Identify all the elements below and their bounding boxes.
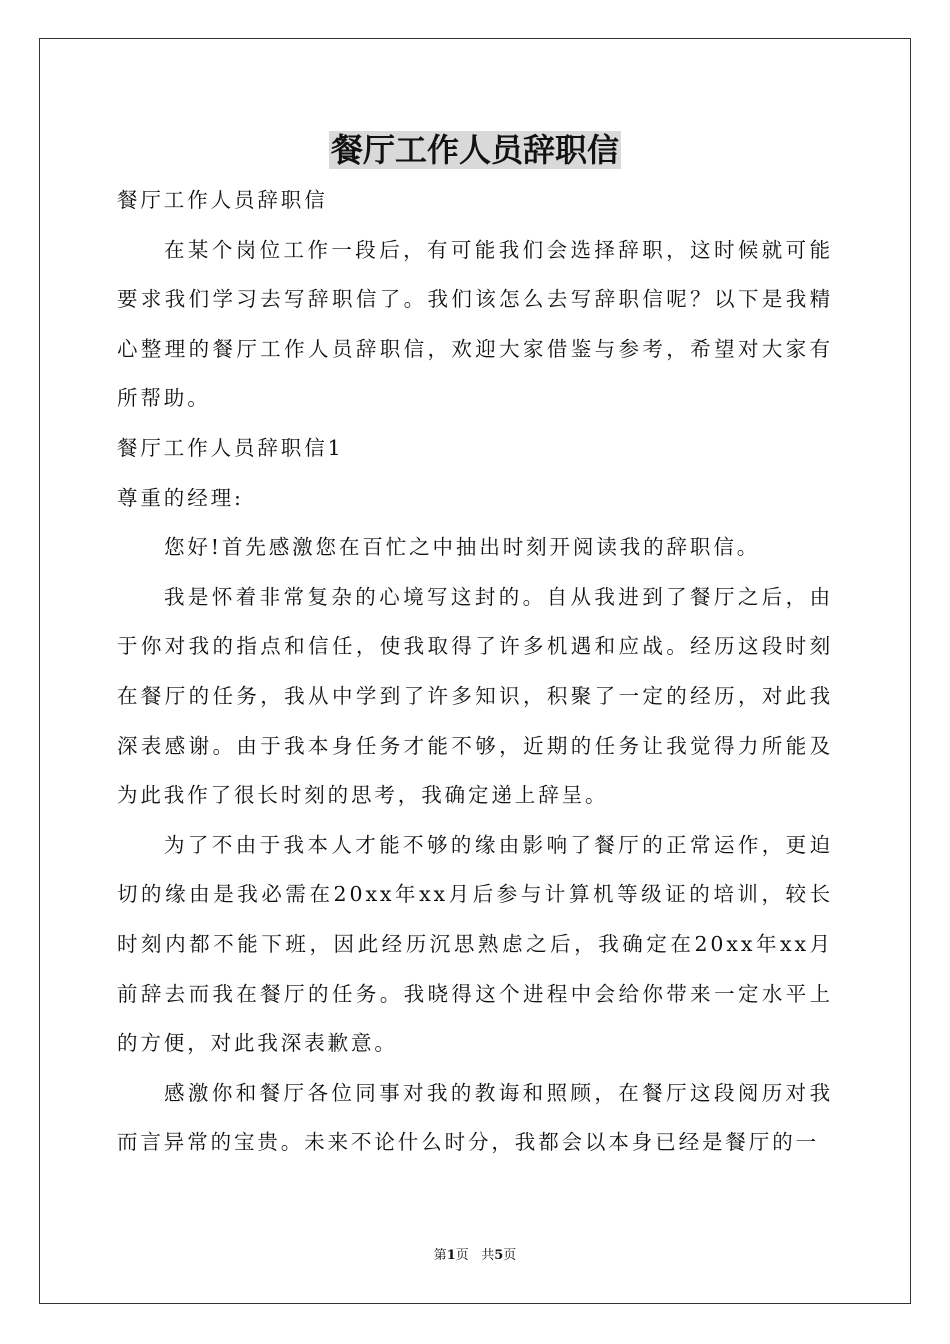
document-title [0, 128, 950, 172]
letter-heading: 餐厅工作人员辞职信1 [117, 435, 344, 460]
total-prefix: 共 [481, 1248, 495, 1263]
total-page-number: 5 [494, 1248, 504, 1263]
body-paragraph: 我是怀着非常复杂的心境写这封的。自从我进到了餐厅之后，由于你对我的指点和信任，使我取得了许多机遇和应战。经历这段时刻在餐厅的任务，我从中学到了许多知识，积聚了一定的经历，对此我深表感谢。由于我本身任务才能不够，近期的任务让我觉得力所能及为此我作了很长时刻的思考，我确定递上辞呈。 [117, 584, 833, 808]
page-number-footer [0, 1247, 950, 1265]
body-paragraph: 感激你和餐厅各位同事对我的教诲和照顾，在餐厅这段阅历对我而言异常的宝贵。未来不论什么时分，我都会以本身已经是餐厅的一 [117, 1080, 833, 1155]
page-prefix: 第 [433, 1248, 447, 1263]
current-page-number: 1 [446, 1248, 456, 1263]
document-body [117, 176, 833, 1168]
document-title-text: 餐厅工作人员辞职信 [330, 131, 619, 169]
intro-paragraph: 在某个岗位工作一段后，有可能我们会选择辞职，这时候就可能要求我们学习去写辞职信了。我们该怎么去写辞职信呢？以下是我精心整理的餐厅工作人员辞职信，欢迎大家借鉴与参考，希望对大家有所帮助。 [117, 237, 833, 411]
page-label: 页 [455, 1248, 469, 1263]
total-label: 页 [503, 1248, 517, 1263]
greeting-paragraph: 您好!首先感激您在百忙之中抽出时刻开阅读我的辞职信。 [164, 535, 761, 560]
body-paragraph: 为了不由于我本人才能不够的缘由影响了餐厅的正常运作，更迫切的缘由是我必需在20xx年xx月后参与计算机等级证的培训，较长时刻内都不能下班，因此经历沉思熟虑之后，我确定在20xx年xx月前辞去而我在餐厅的任务。我晓得这个进程中会给你带来一定水平上的方便，对此我深表歉意。 [117, 832, 833, 1056]
subtitle-paragraph: 餐厅工作人员辞职信 [117, 188, 328, 212]
salutation: 尊重的经理: [117, 485, 244, 510]
